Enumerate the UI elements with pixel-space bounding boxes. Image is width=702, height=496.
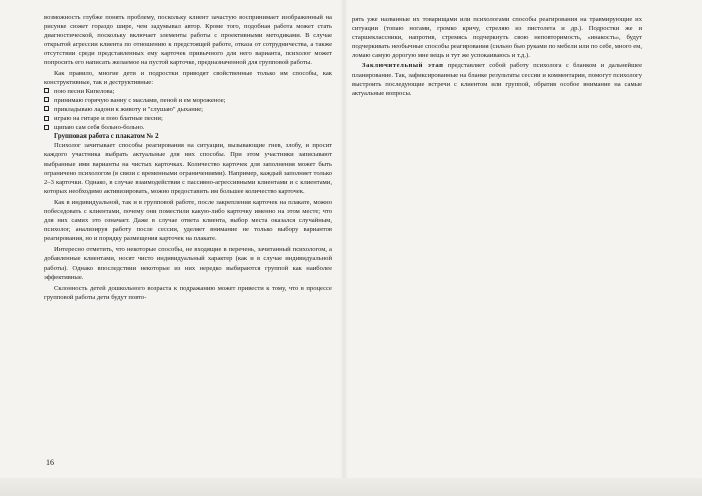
book-gutter-shadow <box>340 0 348 496</box>
paragraph: Как правило, многие дети и подростки приводят свойственные только им способы, как конструктивные, так и деструктивные: <box>44 69 332 86</box>
checkbox-bullet-icon <box>44 116 49 121</box>
section-heading: Групповая работа с плакатом № 2 <box>54 133 159 141</box>
list-item: играю на гитаре и пою блатные песни; <box>44 114 332 123</box>
list-item: щипаю сам себя больно-больно. <box>44 123 332 132</box>
coping-methods-list <box>44 87 332 132</box>
paragraph: Склонность детей дошкольного возраста к подражанию может привести к тому, что в процессе групповой работы дети будут повто- <box>44 284 332 301</box>
page-number: 16 <box>46 458 54 467</box>
left-page-text <box>44 13 332 302</box>
list-item: прикладываю ладони к животу и "слушаю" дыхание; <box>44 105 332 114</box>
paragraph: рять уже названные их товарищами или психологами способы реагирования на травмирующие их ситуации (топаю ногами, громко кричу, стреляю из пистолета и др.). Подростки же и старшеклассники, напротив, стремясь подчеркнуть свою неповторимость, «инакость», будут подчеркивать необычные способы реагирования (сильно бью руками по мебели или по себе, много ем, ломаю самую дорогую мне вещь и тут же успокаиваюсь и т.д.). <box>352 16 642 60</box>
page-bottom-edge <box>0 478 702 496</box>
paragraph: Психолог зачитывает способы реагирования на ситуации, вызывающие гнев, злобу, и просит каждого участника выбрать актуальные для них способы. При этом участники записывают выбранные ими варианты на чистых карточках. Количество карточек для заполнения может быть ограничено психологом (в связи с временными ограничениями). Например, каждый заполняет только 2–3 карточки. Однако, в случае взаимодействия с пассивно-агрессивными клиентами и с клиентами, которых необходимо активизировать, можно предоставить им большее количество карточек. <box>44 142 332 195</box>
list-item: пою песни Кипелова; <box>44 87 332 96</box>
list-item: принимаю горячую ванну с маслами, пеной и ем мороженое; <box>44 96 332 105</box>
right-page <box>352 15 642 98</box>
checkbox-bullet-icon <box>44 88 49 93</box>
checkbox-bullet-icon <box>44 125 49 130</box>
checkbox-bullet-icon <box>44 97 49 102</box>
paragraph: Заключительный этап представляет собой работу психолога с бланком и дальнейшее планирование. Так, зафиксированные на бланке результаты сессии и комментарии, помогут психологу выстроить последующие встречи с клиентом или группой, обратив особое внимание на самые актуальные вопросы. <box>352 62 643 97</box>
stage-name: Заключительный этап <box>362 62 444 70</box>
paragraph: возможность глубже понять проблему, поскольку клиент зачастую воспринимает изображенный на рисунке сюжет гораздо шире, чем задумывал автор. Кроме того, подобная работа может стать диагностической, поскольку включает элементы работы с проективными методиками. В случае открытой агрессии клиента по отношению к предстоящей работе, отказа от сотрудничества, а также отсутствии среди представленных ему карточек привычного для него варианта, психолог может попросить его написать желаемое на пустой карточке, предназначенной для групповой работы. <box>44 14 332 67</box>
left-page <box>44 13 332 302</box>
checkbox-bullet-icon <box>44 106 49 111</box>
paragraph: Интересно отметить, что некоторые способы, не входящие в перечень, зачитанный психологом, а добавленные клиентами, носят чисто индивидуальный характер (как и в случае индивидуальной работы). Однако впоследствии некоторые из них нередко выбираются группой как наиболее эффективные. <box>44 246 332 281</box>
right-page-text <box>352 15 642 98</box>
paragraph: Как в индивидуальной, так и в групповой работе, после закрепления карточек на плакате, можно побеседовать с клиентами, почему они поместили какую-либо карточку именно на этом месте; что для них самих это означает. Даже в случае ответа клиента, выбор места оказался случайным, психолог, анализируя работу после сессии, уделяет внимание не только выбору вариантов реагирования, но и порядку размещения карточек на плакате. <box>44 198 332 243</box>
